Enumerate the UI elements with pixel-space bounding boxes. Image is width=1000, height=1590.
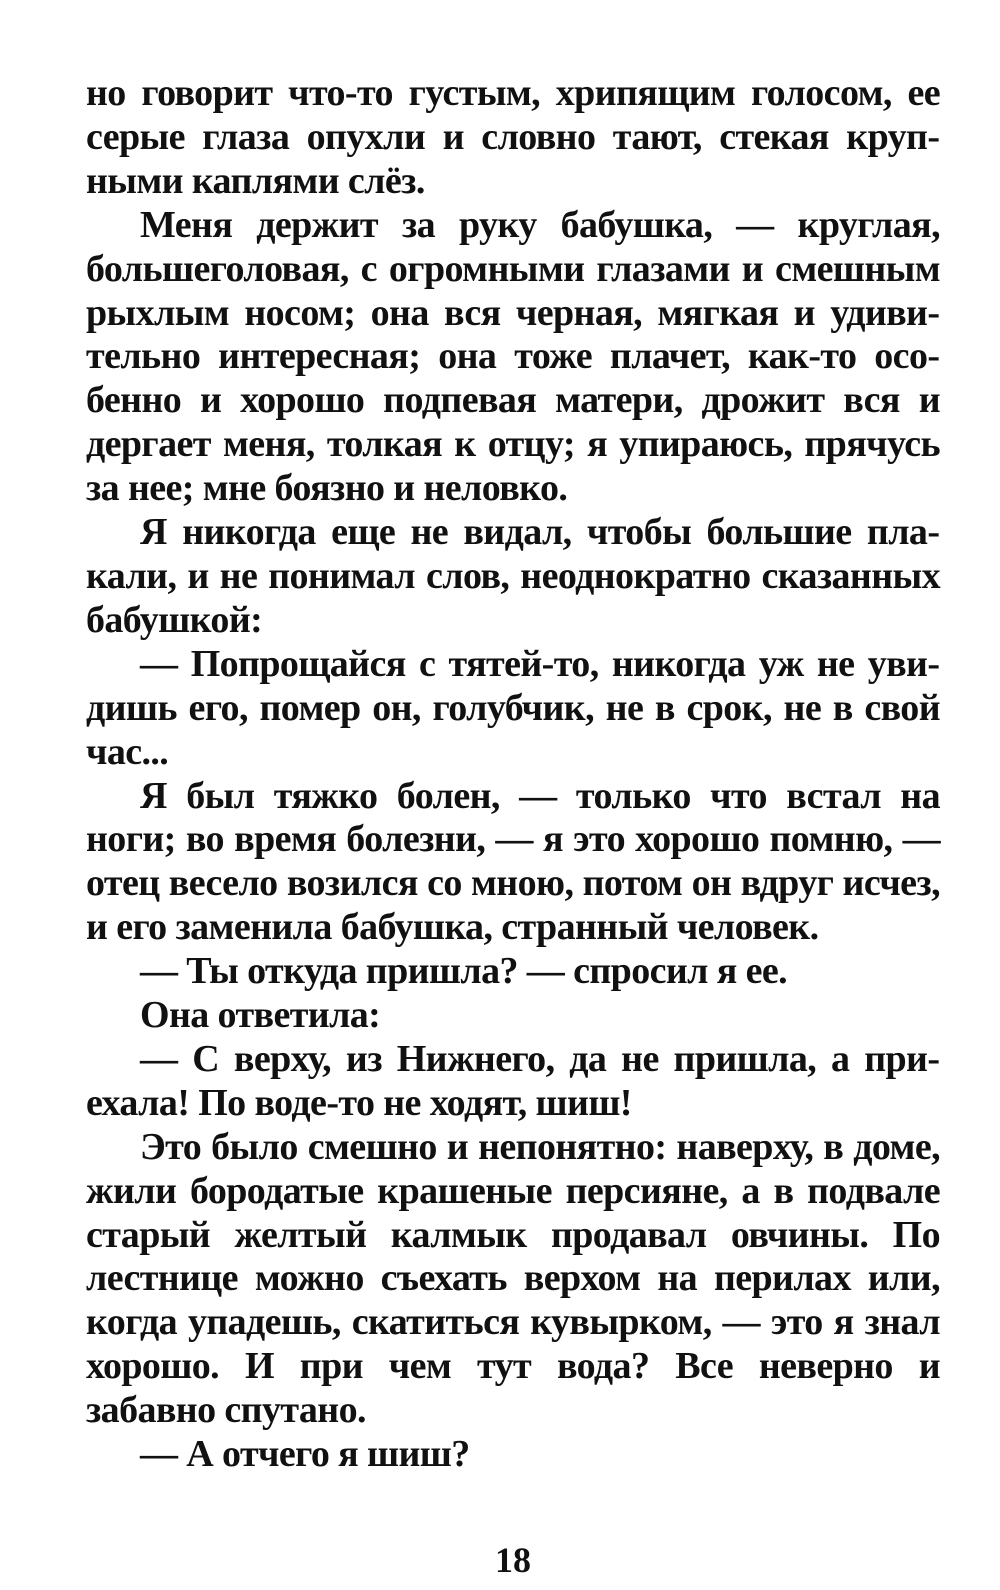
page-number: 18 (495, 1540, 531, 1580)
paragraph-1: но говорит что-то густым, хрипящим голосом, ее серые глаза опухли и словно тают, стекая крупными каплями слёз. (86, 72, 940, 202)
paragraph-2: Меня держит за руку бабушка, — круглая, большеголовая, с огромными глазами и смешным рыхлым носом; она вся черная, мягкая и удивительно интересная; она тоже плачет, как-то особенно и хорошо подпевая матери, дрожит вся и дергает меня, толкая к отцу; я упираюсь, прячусь за нее; мне боязно и неловко. (86, 203, 940, 510)
paragraph-8: — С верху, из Нижнего, да не пришла, а приехала! По воде-то не ходят, шиш! (86, 1037, 940, 1124)
paragraph-5: Я был тяжко болен, — только что встал на ноги; во время болезни, — я это хорошо помню, — отец весело возился со мною, потом он вдруг исчез, и его заменила бабушка, странный человек. (86, 774, 940, 949)
paragraph-10: — А отчего я шиш? (140, 1433, 470, 1476)
paragraph-4: — Попрощайся с тятей-то, никогда уж не увидишь его, помер он, голубчик, не в срок, не в свой час... (86, 642, 940, 773)
paragraph-3: Я никогда еще не видал, чтобы большие плакали, и не понимал слов, неоднократно сказанных бабушкой: (86, 511, 940, 641)
paragraph-9: Это было смешно и непонятно: наверху, в доме, жили бородатые крашеные персияне, а в подвале старый желтый калмык продавал овчины. По лестнице можно съехать верхом на перилах или, когда упадешь, скатиться кувырком, — это я знал хорошо. И при чем тут вода? Все неверно и забавно спутано. (86, 1125, 940, 1432)
paragraph-6: — Ты откуда пришла? — спросил я ее. (140, 950, 788, 993)
book-page (86, 72, 940, 1580)
paragraph-7: Она ответила: (140, 994, 381, 1037)
